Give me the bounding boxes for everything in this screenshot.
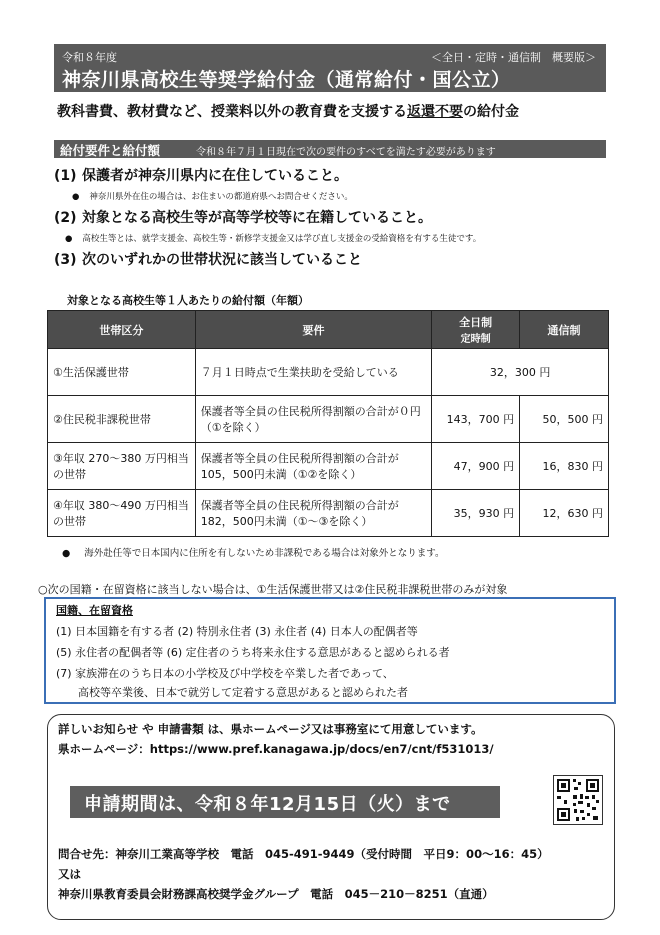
- nationality-box: [44, 597, 616, 704]
- amount-fulltime-cell: 35，930 円: [432, 490, 520, 537]
- subtitle-text-after: の給付金: [463, 104, 519, 120]
- table-row: [48, 396, 609, 443]
- bullet-icon: ●: [62, 548, 71, 559]
- section-band: [54, 140, 606, 158]
- table-row: [48, 490, 609, 537]
- section-heading: 給付要件と給付額: [60, 143, 161, 158]
- section-note: 令和８年７月１日現在で次の要件のすべてを満たす必要があります: [196, 147, 496, 158]
- requirement-text: 保護者が神奈川県内に在住していること。: [82, 168, 348, 184]
- table-note-text: 海外赴任等で日本国内に住所を有しないため非課税である場合は対象外となります。: [84, 548, 445, 559]
- subtitle: [57, 101, 519, 121]
- requirement-number: (3): [54, 252, 77, 268]
- requirement-number: (2): [54, 210, 77, 226]
- contact-board: 神奈川県教育委員会財務課高校奨学金グループ 電話 045－210－8251（直通）: [58, 887, 494, 901]
- table-row: [48, 443, 609, 490]
- contact-or: 又は: [58, 867, 81, 881]
- household-cell: ①生活保護世帯: [48, 349, 196, 396]
- nationality-line: (7) 家族滞在のうち日本の小学校及び中学校を卒業した者であって、: [56, 667, 394, 680]
- requirement-cell: 保護者等全員の住民税所得割額の合計が182，500円未満（①～③を除く）: [195, 490, 432, 537]
- header-household: 世帯区分: [48, 311, 196, 349]
- amount-fulltime-cell: 47，900 円: [432, 443, 520, 490]
- table-caption: 対象となる高校生等１人あたりの給付額（年額）: [67, 294, 309, 307]
- requirement-2-note: [65, 232, 481, 244]
- note-text: 高校生等とは、就学支援金、高校生等・新修学支援金又は学び直し支援金の受給資格を有する生徒です。: [82, 234, 482, 244]
- requirement-1: [54, 165, 348, 185]
- requirement-cell: 保護者等全員の住民税所得割額の合計が105，500円未満（①②を除く）: [195, 443, 432, 490]
- nationality-line: 高校等卒業後、日本で就労して定着する意思があると認められた者: [56, 686, 408, 699]
- header-requirement: 要件: [195, 311, 432, 349]
- household-cell: ②住民税非課税世帯: [48, 396, 196, 443]
- bullet-icon: ●: [65, 234, 73, 244]
- nationality-intro: ○次の国籍・在留資格に該当しない場合は、①生活保護世帯又は②住民税非課税世帯のみが対象: [38, 583, 508, 596]
- qr-code-icon[interactable]: [553, 775, 603, 825]
- requirement-3: [54, 249, 362, 269]
- nationality-line: (5) 永住者の配偶者等 (6) 定住者のうち将来永住する意思があると認められる者: [56, 646, 450, 659]
- amount-correspondence-cell: 50，500 円: [520, 396, 609, 443]
- requirement-text: 次のいずれかの世帯状況に該当していること: [82, 252, 362, 268]
- table-header-row: [48, 311, 609, 349]
- nationality-heading: 国籍、在留資格: [56, 604, 133, 617]
- application-period: 申請期間は、令和８年12月15日（火）まで: [70, 786, 500, 818]
- benefit-table: [47, 310, 609, 537]
- requirement-text: 対象となる高校生等が高等学校等に在籍していること。: [82, 210, 432, 226]
- subtitle-text-before: 教科書費、教材費など、授業料以外の教育費を支援する: [57, 104, 407, 120]
- amount-cell: 32，300 円: [432, 349, 609, 396]
- nationality-line: (1) 日本国籍を有する者 (2) 特別永住者 (3) 永住者 (4) 日本人の配偶者等: [56, 625, 418, 638]
- amount-correspondence-cell: 12，630 円: [520, 490, 609, 537]
- note-text: 神奈川県外在住の場合は、お住まいの都道府県へお問合せください。: [89, 192, 353, 202]
- amount-fulltime-cell: 143，700 円: [432, 396, 520, 443]
- header-fulltime-label: 全日制: [459, 316, 493, 329]
- title-band: [54, 44, 606, 92]
- header-parttime-label: 定時制: [460, 334, 491, 345]
- fiscal-year: 令和８年度: [62, 51, 117, 64]
- household-cell: ③年収 270～380 万円相当の世帯: [48, 443, 196, 490]
- requirement-1-note: [72, 190, 353, 202]
- edition-label: ＜全日・定時・通信制 概要版＞: [431, 51, 596, 64]
- subtitle-underlined: 返還不要: [407, 104, 463, 120]
- header-correspondence: 通信制: [520, 311, 609, 349]
- page-title: 神奈川県高校生等奨学給付金（通常給付・国公立）: [62, 69, 511, 91]
- header-fulltime: [432, 311, 520, 349]
- requirement-2: [54, 207, 432, 227]
- requirement-number: (1): [54, 168, 77, 184]
- table-note: [62, 545, 445, 559]
- amount-correspondence-cell: 16，830 円: [520, 443, 609, 490]
- contact-school: 問合せ先：神奈川工業高等学校 電話 045-491-9449（受付時間 平日9：00～16：45）: [58, 847, 549, 861]
- homepage-link[interactable]: 県ホームページ：https://www.pref.kanagawa.jp/docs/en7/cnt/f531013/: [58, 742, 494, 756]
- info-notice: 詳しいお知らせ や 申請書類 は、県ホームページ又は事務室にて用意しています。: [58, 722, 483, 736]
- bullet-icon: ●: [72, 192, 80, 202]
- table-row: [48, 349, 609, 396]
- requirement-cell: ７月１日時点で生業扶助を受給している: [195, 349, 432, 396]
- household-cell: ④年収 380～490 万円相当の世帯: [48, 490, 196, 537]
- requirement-cell: 保護者等全員の住民税所得割額の合計が０円（①を除く）: [195, 396, 432, 443]
